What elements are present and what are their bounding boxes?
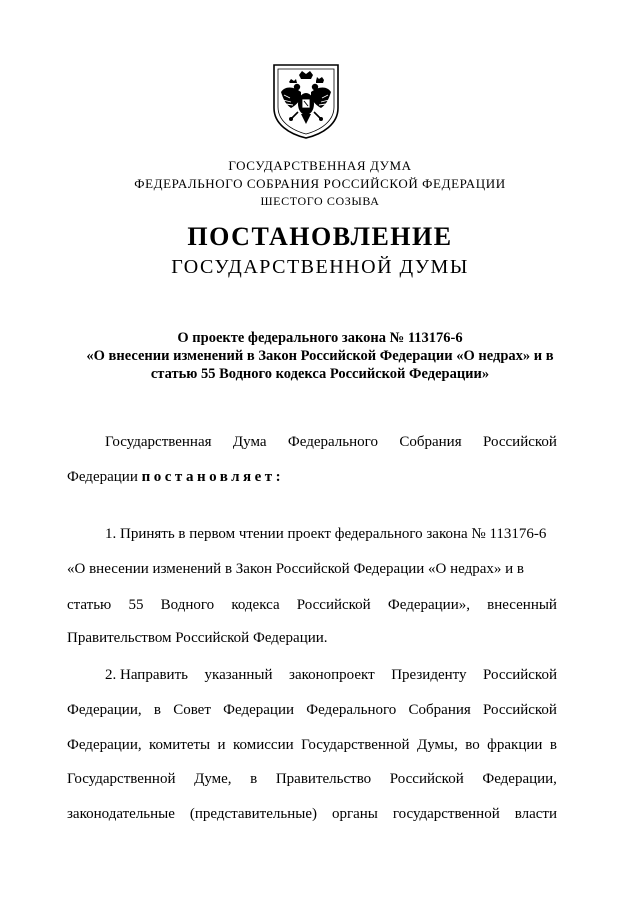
word: Федерации — [223, 702, 294, 718]
word: Федерального — [287, 434, 378, 450]
page-title: ПОСТАНОВЛЕНИЕ — [187, 222, 453, 251]
document-title-line-1: О проекте федерального закона № 113176-6 — [177, 330, 463, 346]
document-title-line-2: «О внесении изменений в Закон Российской Федерации «О недрах» и в — [86, 348, 554, 364]
header-line-3: ШЕСТОГО СОЗЫВА — [260, 194, 380, 208]
item2-line-4 — [67, 771, 557, 788]
word: Думе, — [194, 771, 232, 787]
item1-line-3 — [67, 597, 557, 614]
word: в — [250, 771, 258, 787]
item2-line-1 — [105, 667, 557, 684]
word: (представительные) — [189, 806, 317, 822]
word: Президенту — [391, 667, 467, 683]
word: 55 — [128, 597, 144, 613]
word: Федерации, — [67, 702, 142, 718]
word: Собрания — [399, 434, 462, 450]
word: Федерации», — [387, 597, 470, 613]
item1-line-4: Правительством Российской Федерации. — [67, 630, 328, 646]
word: фракции — [487, 737, 543, 753]
preamble-line-1 — [105, 434, 557, 451]
item2-line-2 — [67, 702, 557, 719]
page-subtitle: ГОСУДАРСТВЕННОЙ ДУМЫ — [171, 256, 469, 278]
item2-line-3 — [67, 737, 557, 754]
preamble-text: Федерации — [67, 469, 138, 485]
word: Государственной — [67, 771, 176, 787]
header-line-1: ГОСУДАРСТВЕННАЯ ДУМА — [228, 158, 412, 173]
word: Думы, — [416, 737, 458, 753]
word: Федерации, — [67, 737, 142, 753]
preamble-resolves: постановляет: — [141, 469, 285, 485]
word: 2. Направить — [105, 667, 188, 683]
word: Совет — [173, 702, 211, 718]
word: Российской — [296, 597, 371, 613]
item2-line-5 — [67, 806, 557, 823]
word: внесенный — [487, 597, 557, 613]
word: Собрания — [408, 702, 471, 718]
header-line-2: ФЕДЕРАЛЬНОГО СОБРАНИЯ РОССИЙСКОЙ ФЕДЕРАЦИИ — [134, 176, 506, 191]
word: законодательные — [67, 806, 175, 822]
word: в — [153, 702, 161, 718]
word: власти — [514, 806, 557, 822]
word: Водного — [160, 597, 215, 613]
word: комитеты — [149, 737, 211, 753]
word: комиссии — [233, 737, 294, 753]
item1-line-2: «О внесении изменений в Закон Российской Федерации «О недрах» и в — [67, 561, 525, 577]
word: Федерального — [306, 702, 397, 718]
document-title-line-3: статью 55 Водного кодекса Российской Федерации» — [150, 366, 490, 382]
word: Государственной — [301, 737, 410, 753]
word: законопроект — [289, 667, 375, 683]
word: Российской — [483, 434, 557, 450]
word: Российской — [483, 667, 557, 683]
word: государственной — [392, 806, 500, 822]
word: кодекса — [231, 597, 280, 613]
word: Дума — [232, 434, 267, 450]
word: указанный — [204, 667, 273, 683]
word: Правительство — [275, 771, 372, 787]
item1-line-1: 1. Принять в первом чтении проект федерального закона № 113176-6 — [105, 526, 547, 542]
word: в — [549, 737, 557, 753]
coat-of-arms-icon — [271, 62, 341, 140]
word: статью — [67, 597, 112, 613]
word: органы — [331, 806, 378, 822]
word: Российской — [389, 771, 464, 787]
word: во — [465, 737, 480, 753]
word: и — [217, 737, 226, 753]
word: Государственная — [105, 434, 212, 450]
word: Федерации, — [482, 771, 557, 787]
preamble-line-2 — [67, 469, 557, 486]
word: Российской — [483, 702, 557, 718]
